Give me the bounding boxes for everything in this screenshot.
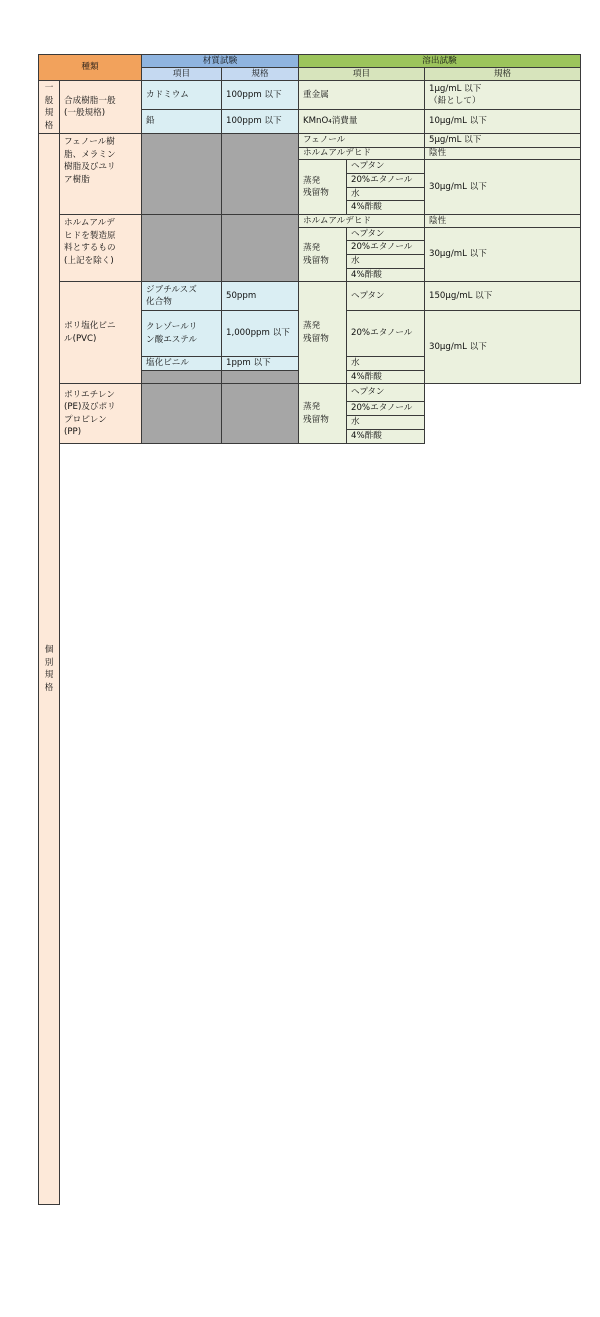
lead-text: 鉛 bbox=[146, 116, 155, 127]
pvc-vinyl-chloride bbox=[141, 356, 222, 371]
heptane bbox=[346, 159, 425, 174]
formaldehyde-spec-text: 陰性 bbox=[429, 215, 447, 226]
heptane-text: ヘプタン bbox=[351, 161, 385, 172]
pvc-vinyl-chloride-spec-text: 1ppm 以下 bbox=[226, 358, 271, 369]
formaldehyde-spec-text: 陰性 bbox=[429, 148, 447, 159]
cadmium bbox=[141, 80, 222, 110]
pvc-heptane-spec bbox=[424, 281, 581, 311]
resin-pe-pp bbox=[59, 383, 142, 444]
pvc-vinyl-chloride-spec bbox=[221, 356, 299, 371]
acetic-acid-4 bbox=[346, 268, 425, 282]
header-material bbox=[141, 54, 299, 68]
residue-spec bbox=[424, 310, 581, 384]
ethanol-20-text: 20%エタノール bbox=[351, 175, 413, 186]
header-material-item bbox=[141, 67, 222, 81]
header-elution-spec bbox=[424, 67, 581, 81]
pvc-dibutyltin-spec bbox=[221, 281, 299, 311]
pvc-vinyl-chloride-text: 塩化ビニル bbox=[146, 358, 189, 369]
residue-label bbox=[298, 159, 347, 215]
water bbox=[346, 254, 425, 269]
kmno4-spec-text: 10μg/mL 以下 bbox=[429, 116, 487, 127]
residue-label-text: 蒸発 残留物 bbox=[303, 175, 329, 198]
residue-spec-text: 30μg/mL 以下 bbox=[429, 181, 487, 192]
heavy-metal-text: 重金属 bbox=[303, 89, 329, 100]
empty-cell bbox=[221, 214, 299, 282]
empty-cell bbox=[141, 133, 222, 215]
residue-label bbox=[298, 227, 347, 282]
ethanol-20-text: 20%エタノール bbox=[351, 328, 413, 339]
group-general-text: 一 般 規 格 bbox=[44, 83, 54, 131]
residue-label bbox=[298, 383, 347, 444]
empty-cell bbox=[141, 214, 222, 282]
water bbox=[346, 356, 425, 371]
kmno4-spec bbox=[424, 109, 581, 134]
ethanol-20 bbox=[346, 310, 425, 357]
acetic-acid-4-text: 4%酢酸 bbox=[351, 202, 382, 213]
header-elution-spec-text: 規格 bbox=[493, 68, 512, 79]
ethanol-20-text: 20%エタノール bbox=[351, 242, 413, 253]
cadmium-text: カドミウム bbox=[146, 89, 189, 100]
heptane-text: ヘプタン bbox=[351, 387, 385, 398]
pvc-cresyl-phosphate-spec-text: 1,000ppm 以下 bbox=[226, 328, 290, 339]
ethanol-20 bbox=[346, 173, 425, 188]
heavy-metal-spec bbox=[424, 80, 581, 110]
kmno4 bbox=[298, 109, 425, 134]
phenol-spec-text: 5μg/mL 以下 bbox=[429, 135, 482, 146]
group-individual bbox=[38, 133, 60, 1205]
acetic-acid-4-text: 4%酢酸 bbox=[351, 269, 382, 280]
acetic-acid-4 bbox=[346, 370, 425, 384]
general-name bbox=[59, 80, 142, 134]
cadmium-spec-text: 100ppm 以下 bbox=[226, 89, 282, 100]
header-material-item-text: 項目 bbox=[172, 68, 191, 79]
lead bbox=[141, 109, 222, 134]
heptane bbox=[346, 227, 425, 241]
acetic-acid-4-text: 4%酢酸 bbox=[351, 371, 382, 382]
header-material-text: 材質試験 bbox=[202, 55, 238, 66]
residue-spec bbox=[424, 159, 581, 215]
water bbox=[346, 415, 425, 430]
empty-cell bbox=[221, 133, 299, 215]
residue-spec bbox=[424, 227, 581, 282]
phenol-text: フェノール bbox=[303, 135, 346, 146]
kmno4-text: KMnO₄消費量 bbox=[303, 116, 358, 127]
residue-label-text: 蒸発 残留物 bbox=[303, 321, 329, 344]
water-text: 水 bbox=[351, 188, 360, 199]
heavy-metal-spec-text: 1μg/mL 以下 （鉛として） bbox=[429, 83, 482, 106]
residue-label bbox=[298, 281, 347, 384]
pvc-dibutyltin-text: ジブチルスズ 化合物 bbox=[146, 284, 197, 307]
lead-spec-text: 100ppm 以下 bbox=[226, 116, 282, 127]
heptane bbox=[346, 281, 425, 311]
resin-phenol bbox=[59, 133, 142, 215]
header-elution-item-text: 項目 bbox=[352, 68, 371, 79]
acetic-acid-4-text: 4%酢酸 bbox=[351, 431, 382, 442]
pvc-cresyl-phosphate bbox=[141, 310, 222, 357]
acetic-acid-4 bbox=[346, 200, 425, 215]
pvc-heptane-spec-text: 150μg/mL 以下 bbox=[429, 290, 493, 301]
pvc-dibutyltin-spec-text: 50ppm bbox=[226, 290, 257, 301]
header-elution bbox=[298, 54, 581, 68]
cadmium-spec bbox=[221, 80, 299, 110]
empty-cell bbox=[221, 370, 299, 384]
water bbox=[346, 187, 425, 201]
formaldehyde-text: ホルムアルデヒド bbox=[303, 148, 372, 159]
heptane-text: ヘプタン bbox=[351, 228, 385, 239]
header-kind bbox=[38, 54, 142, 81]
heavy-metal bbox=[298, 80, 425, 110]
residue-label-text: 蒸発 残留物 bbox=[303, 243, 329, 266]
residue-label-text: 蒸発 残留物 bbox=[303, 402, 329, 425]
pvc-cresyl-phosphate-spec bbox=[221, 310, 299, 357]
header-material-spec-text: 規格 bbox=[251, 68, 269, 79]
empty-cell bbox=[141, 370, 222, 384]
group-general bbox=[38, 80, 60, 134]
header-elution-text: 溶出試験 bbox=[422, 55, 457, 66]
water-text: 水 bbox=[351, 358, 360, 369]
formaldehyde bbox=[298, 214, 425, 228]
resin-phenol-text: フェノール樹 脂、メラミン 樹脂及びユリ ア樹脂 bbox=[64, 137, 116, 185]
phenol-spec bbox=[424, 133, 581, 148]
heptane-text: ヘプタン bbox=[351, 290, 385, 301]
formaldehyde-text: ホルムアルデヒド bbox=[303, 215, 372, 226]
water-text: 水 bbox=[351, 417, 360, 428]
empty-cell bbox=[141, 383, 222, 444]
resin-formaldehyde-based-text: ホルムアルデ ヒドを製造原 料とするもの (上記を除く) bbox=[64, 218, 116, 266]
ethanol-20 bbox=[346, 401, 425, 416]
header-material-spec bbox=[221, 67, 299, 81]
pvc-cresyl-phosphate-text: クレゾールリ ン酸エステル bbox=[146, 322, 198, 345]
residue-spec-text: 30μg/mL 以下 bbox=[429, 341, 487, 352]
resin-pe-pp-text: ポリエチレン (PE)及びポリ プロピレン (PP) bbox=[64, 389, 116, 437]
header-kind-text: 種類 bbox=[81, 62, 99, 73]
formaldehyde-spec bbox=[424, 214, 581, 228]
group-individual-text: 個 別 規 格 bbox=[44, 645, 54, 693]
phenol bbox=[298, 133, 425, 148]
general-name-text: 合成樹脂一般 (一般規格) bbox=[64, 95, 116, 118]
ethanol-20 bbox=[346, 240, 425, 255]
header-elution-item bbox=[298, 67, 425, 81]
ethanol-20-text: 20%エタノール bbox=[351, 403, 413, 414]
acetic-acid-4 bbox=[346, 429, 425, 444]
pvc-dibutyltin bbox=[141, 281, 222, 311]
spec-table bbox=[38, 54, 580, 1204]
water-text: 水 bbox=[351, 256, 360, 267]
resin-pvc bbox=[59, 281, 142, 384]
lead-spec bbox=[221, 109, 299, 134]
residue-spec-text: 30μg/mL 以下 bbox=[429, 249, 487, 260]
resin-formaldehyde-based bbox=[59, 214, 142, 282]
resin-pvc-text: ポリ塩化ビニ ル(PVC) bbox=[64, 321, 116, 344]
heptane bbox=[346, 383, 425, 402]
empty-cell bbox=[221, 383, 299, 444]
